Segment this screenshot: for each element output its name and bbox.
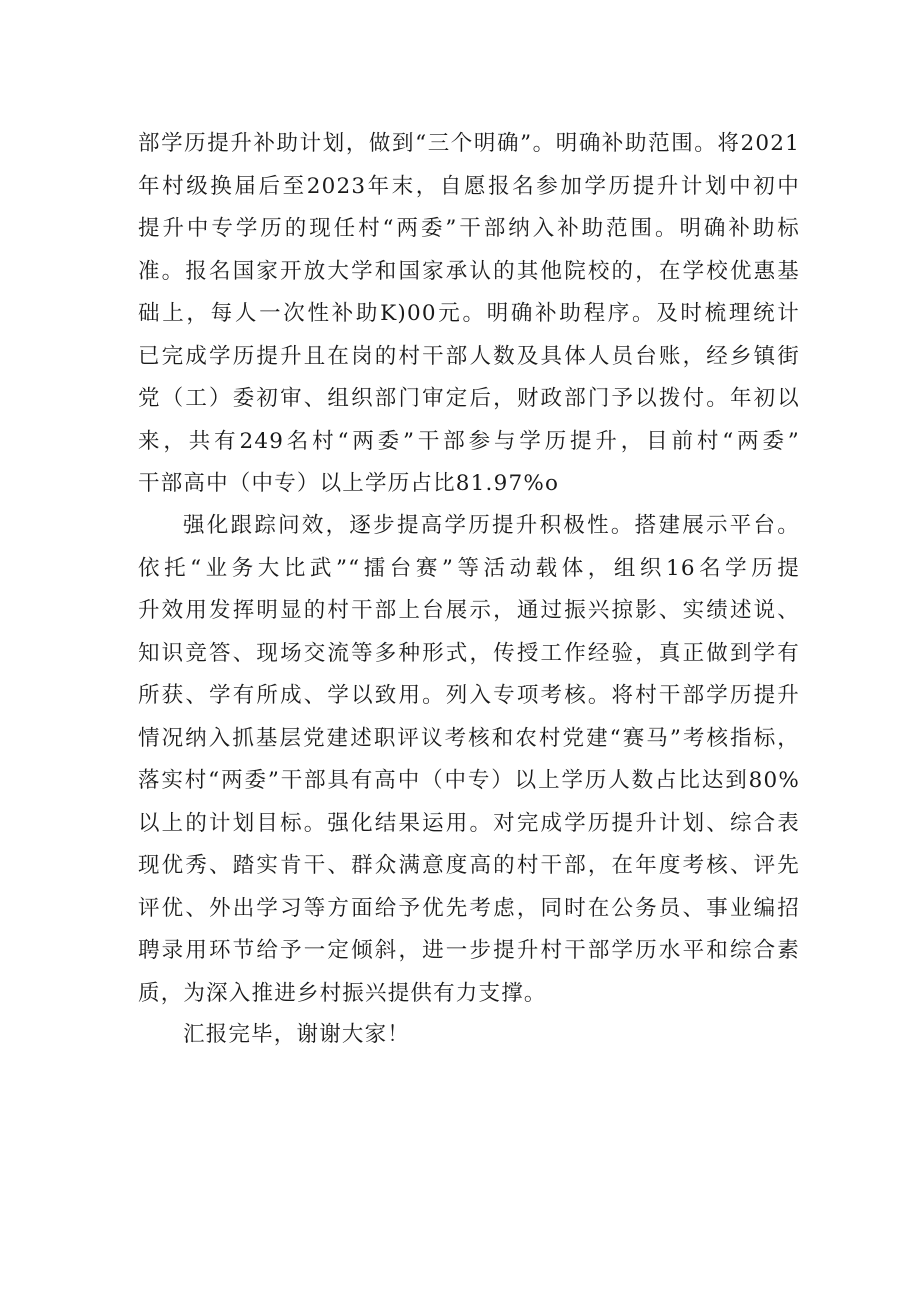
text-line: 升效用发挥明显的村干部上台展示，通过振兴掠影、实绩述说、: [138, 598, 800, 623]
text-line: 提升中专学历的现任村“两委”干部纳入补助范围。明确补助标: [138, 216, 800, 241]
text-line: 评优、外出学习等方面给予优先考虑，同时在公务员、事业编招: [138, 895, 800, 921]
text-line: 干部高中（中专）以上学历占比81.97%o: [138, 471, 560, 496]
text-line: 以上的计划目标。强化结果运用。对完成学历提升计划、综合表: [138, 810, 800, 836]
text-line: 党（工）委初审、组织部门审定后，财政部门予以拨付。年初以: [138, 386, 800, 411]
text-line: 础上，每人一次性补助K)00元。明确补助程序。及时梳理统计: [138, 301, 800, 326]
text-line: 聘录用环节给予一定倾斜，进一步提升村干部学历水平和综合素: [138, 938, 800, 963]
text-line: 年村级换届后至2023年末，自愿报名参加学历提升计划中初中: [138, 173, 800, 199]
paragraph-closing: [138, 1014, 800, 1057]
text-line: 部学历提升补助计划，做到“三个明确”。明确补助范围。将2021: [138, 131, 800, 156]
text-line: 已完成学历提升且在岗的村干部人数及具体人员台账，经乡镇街: [138, 343, 800, 369]
text-line: 强化跟踪问效，逐步提高学历提升积极性。搭建展示平台。: [183, 513, 800, 538]
text-line: 所获、学有所成、学以致用。列入专项考核。将村干部学历提升: [138, 683, 800, 708]
text-line: 落实村“两委”干部具有高中（中专）以上学历人数占比达到80%: [138, 768, 800, 793]
closing-line: 汇报完毕，谢谢大家！: [183, 1022, 411, 1047]
text-line: 知识竞答、现场交流等多种形式，传授工作经验，真正做到学有: [138, 640, 800, 666]
text-line: 准。报名国家开放大学和国家承认的其他院校的，在学校优惠基: [138, 258, 800, 284]
text-line: 质，为深入推进乡村振兴提供有力支撑。: [138, 980, 547, 1006]
paragraph-education-subsidy: [138, 123, 800, 506]
text-line: 依托“业务大比武”“擂台赛”等活动载体，组织16名学历提: [138, 555, 800, 581]
text-line: 来，共有249名村“两委”干部参与学历提升，目前村“两委”: [138, 428, 800, 454]
text-line: 现优秀、踏实肯干、群众满意度高的村干部，在年度考核、评先: [138, 853, 800, 878]
text-line: 情况纳入抓基层党建述职评议考核和农村党建“赛马”考核指标，: [138, 725, 800, 751]
paragraph-tracking-accountability: [138, 505, 800, 1015]
